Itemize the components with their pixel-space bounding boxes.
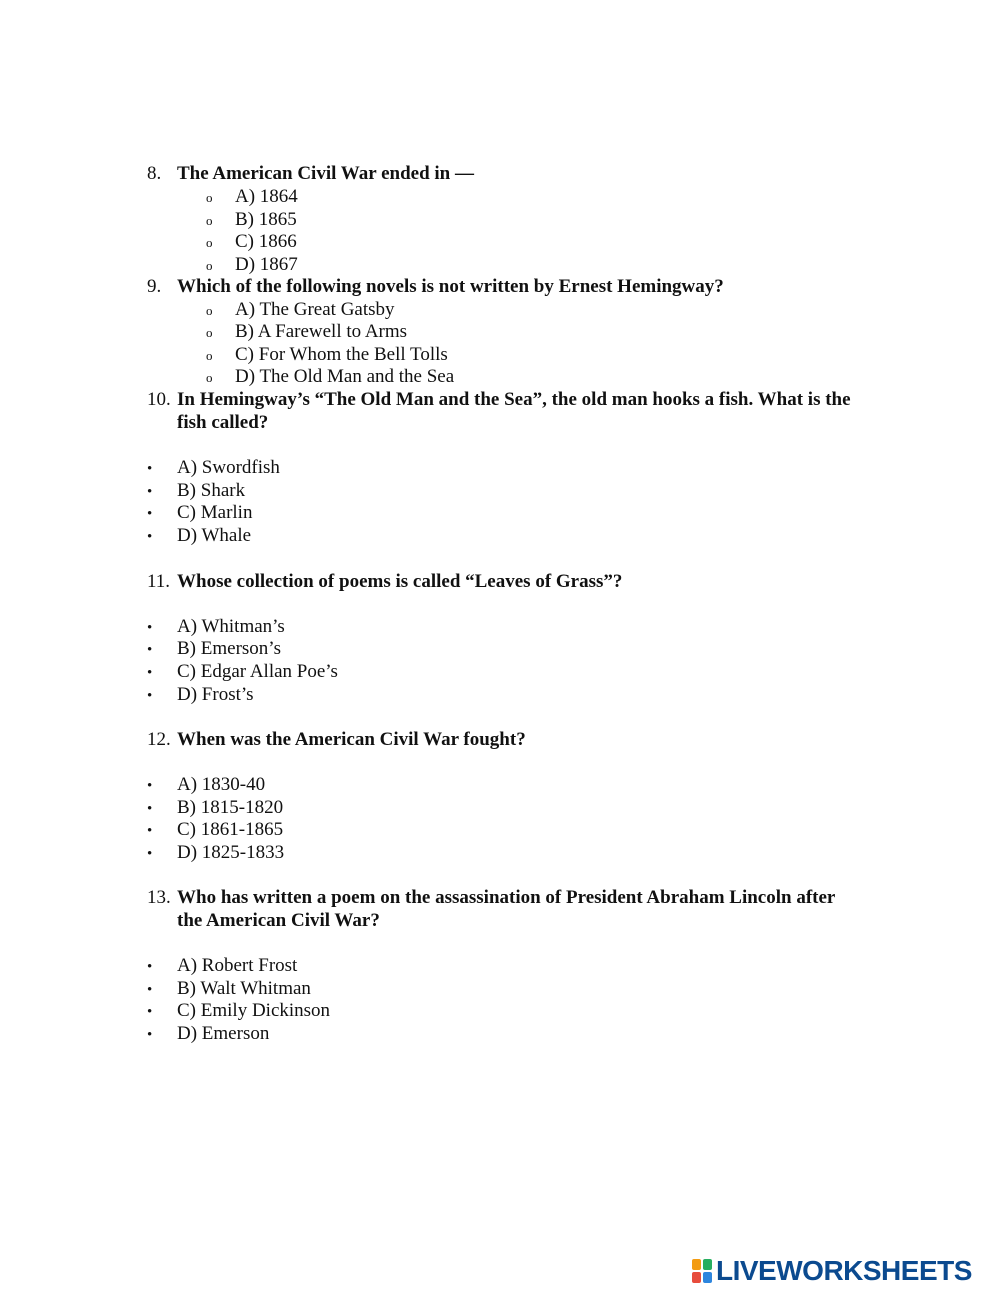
- option-label: D) Whale: [177, 525, 252, 546]
- question-number: 12.: [147, 729, 171, 750]
- question-number: 10.: [147, 389, 171, 410]
- question-text: Whose collection of poems is called “Leaves of Grass”?: [177, 571, 623, 592]
- option-q13-a[interactable]: [147, 955, 297, 978]
- circle-marker-icon: o: [206, 212, 213, 228]
- option-q13-d[interactable]: [147, 1023, 269, 1046]
- question-12: [147, 729, 526, 751]
- bullet-icon: •: [147, 823, 153, 839]
- circle-marker-icon: o: [206, 234, 213, 250]
- option-q12-d[interactable]: [147, 842, 284, 865]
- circle-marker-icon: o: [206, 189, 213, 205]
- option-label: D) The Old Man and the Sea: [235, 366, 455, 387]
- option-q8-a[interactable]: [206, 186, 298, 209]
- logo-square: [703, 1272, 712, 1283]
- logo-square: [692, 1259, 701, 1270]
- bullet-icon: •: [147, 484, 153, 500]
- question-text: The American Civil War ended in —: [177, 163, 474, 184]
- question-text: Which of the following novels is not written by Ernest Hemingway?: [177, 276, 724, 297]
- option-q12-c[interactable]: [147, 819, 283, 842]
- bullet-icon: •: [147, 959, 153, 975]
- liveworksheets-logo-icon: [692, 1259, 712, 1283]
- bullet-icon: •: [147, 506, 153, 522]
- bullet-icon: •: [147, 846, 153, 862]
- option-label: B) 1865: [235, 209, 297, 230]
- option-q11-c[interactable]: [147, 661, 338, 684]
- circle-marker-icon: o: [206, 347, 213, 363]
- option-label: A) The Great Gatsby: [235, 299, 395, 320]
- option-q13-c[interactable]: [147, 1000, 330, 1023]
- option-label: B) Shark: [177, 480, 246, 501]
- option-label: C) Marlin: [177, 502, 253, 523]
- option-q10-a[interactable]: [147, 457, 280, 480]
- question-9: [147, 276, 724, 298]
- logo-text: LIVEWORKSHEETS: [716, 1255, 972, 1286]
- option-q10-d[interactable]: [147, 525, 251, 548]
- question-number: 9.: [147, 276, 162, 297]
- question-13: [147, 887, 835, 909]
- option-label: B) Emerson’s: [177, 638, 281, 659]
- question-number: 8.: [147, 163, 162, 184]
- bullet-icon: •: [147, 778, 153, 794]
- circle-marker-icon: o: [206, 257, 213, 273]
- option-q13-b[interactable]: [147, 978, 311, 1001]
- option-label: D) 1867: [235, 254, 298, 275]
- option-label: C) For Whom the Bell Tolls: [235, 344, 448, 365]
- liveworksheets-logo[interactable]: [692, 1257, 972, 1285]
- bullet-icon: •: [147, 1027, 153, 1043]
- option-label: A) Swordfish: [177, 457, 280, 478]
- bullet-icon: •: [147, 642, 153, 658]
- option-q10-b[interactable]: [147, 480, 245, 503]
- option-q9-b[interactable]: [206, 321, 407, 344]
- option-q8-b[interactable]: [206, 209, 297, 232]
- option-q9-d[interactable]: [206, 366, 454, 389]
- bullet-icon: •: [147, 529, 153, 545]
- question-number: 11.: [147, 571, 171, 592]
- option-label: C) Emily Dickinson: [177, 1000, 331, 1021]
- option-label: A) Robert Frost: [177, 955, 298, 976]
- bullet-icon: •: [147, 982, 153, 998]
- logo-square: [703, 1259, 712, 1270]
- option-q9-a[interactable]: [206, 299, 395, 322]
- option-label: C) Edgar Allan Poe’s: [177, 661, 338, 682]
- circle-marker-icon: o: [206, 324, 213, 340]
- question-text: When was the American Civil War fought?: [177, 729, 526, 750]
- option-label: D) Frost’s: [177, 684, 254, 705]
- option-q11-a[interactable]: [147, 616, 285, 639]
- bullet-icon: •: [147, 620, 153, 636]
- bullet-icon: •: [147, 461, 153, 477]
- question-text-continued: the American Civil War?: [177, 910, 380, 931]
- option-q10-c[interactable]: [147, 502, 252, 525]
- question-number: 13.: [147, 887, 171, 908]
- option-label: B) 1815-1820: [177, 797, 284, 818]
- option-label: D) 1825-1833: [177, 842, 285, 863]
- question-text-continued: fish called?: [177, 412, 269, 433]
- option-q12-b[interactable]: [147, 797, 283, 820]
- option-q8-d[interactable]: [206, 254, 298, 277]
- question-11: [147, 571, 622, 593]
- option-q12-a[interactable]: [147, 774, 265, 797]
- option-label: A) Whitman’s: [177, 616, 285, 637]
- question-10: [147, 389, 851, 411]
- option-label: A) 1864: [235, 186, 298, 207]
- option-label: D) Emerson: [177, 1023, 270, 1044]
- question-text: In Hemingway’s “The Old Man and the Sea”, the old man hooks a fish. What is the: [177, 389, 851, 410]
- circle-marker-icon: o: [206, 302, 213, 318]
- option-q11-b[interactable]: [147, 638, 281, 661]
- bullet-icon: •: [147, 1004, 153, 1020]
- bullet-icon: •: [147, 665, 153, 681]
- bullet-icon: •: [147, 688, 153, 704]
- question-8: [147, 163, 474, 185]
- option-label: B) Walt Whitman: [177, 978, 311, 999]
- option-q8-c[interactable]: [206, 231, 297, 254]
- circle-marker-icon: o: [206, 369, 213, 385]
- option-label: B) A Farewell to Arms: [235, 321, 408, 342]
- bullet-icon: •: [147, 801, 153, 817]
- logo-square: [692, 1272, 701, 1283]
- option-q9-c[interactable]: [206, 344, 448, 367]
- option-q11-d[interactable]: [147, 684, 254, 707]
- question-text: Who has written a poem on the assassination of President Abraham Lincoln after: [177, 887, 836, 908]
- option-label: A) 1830-40: [177, 774, 266, 795]
- option-label: C) 1866: [235, 231, 297, 252]
- option-label: C) 1861-1865: [177, 819, 284, 840]
